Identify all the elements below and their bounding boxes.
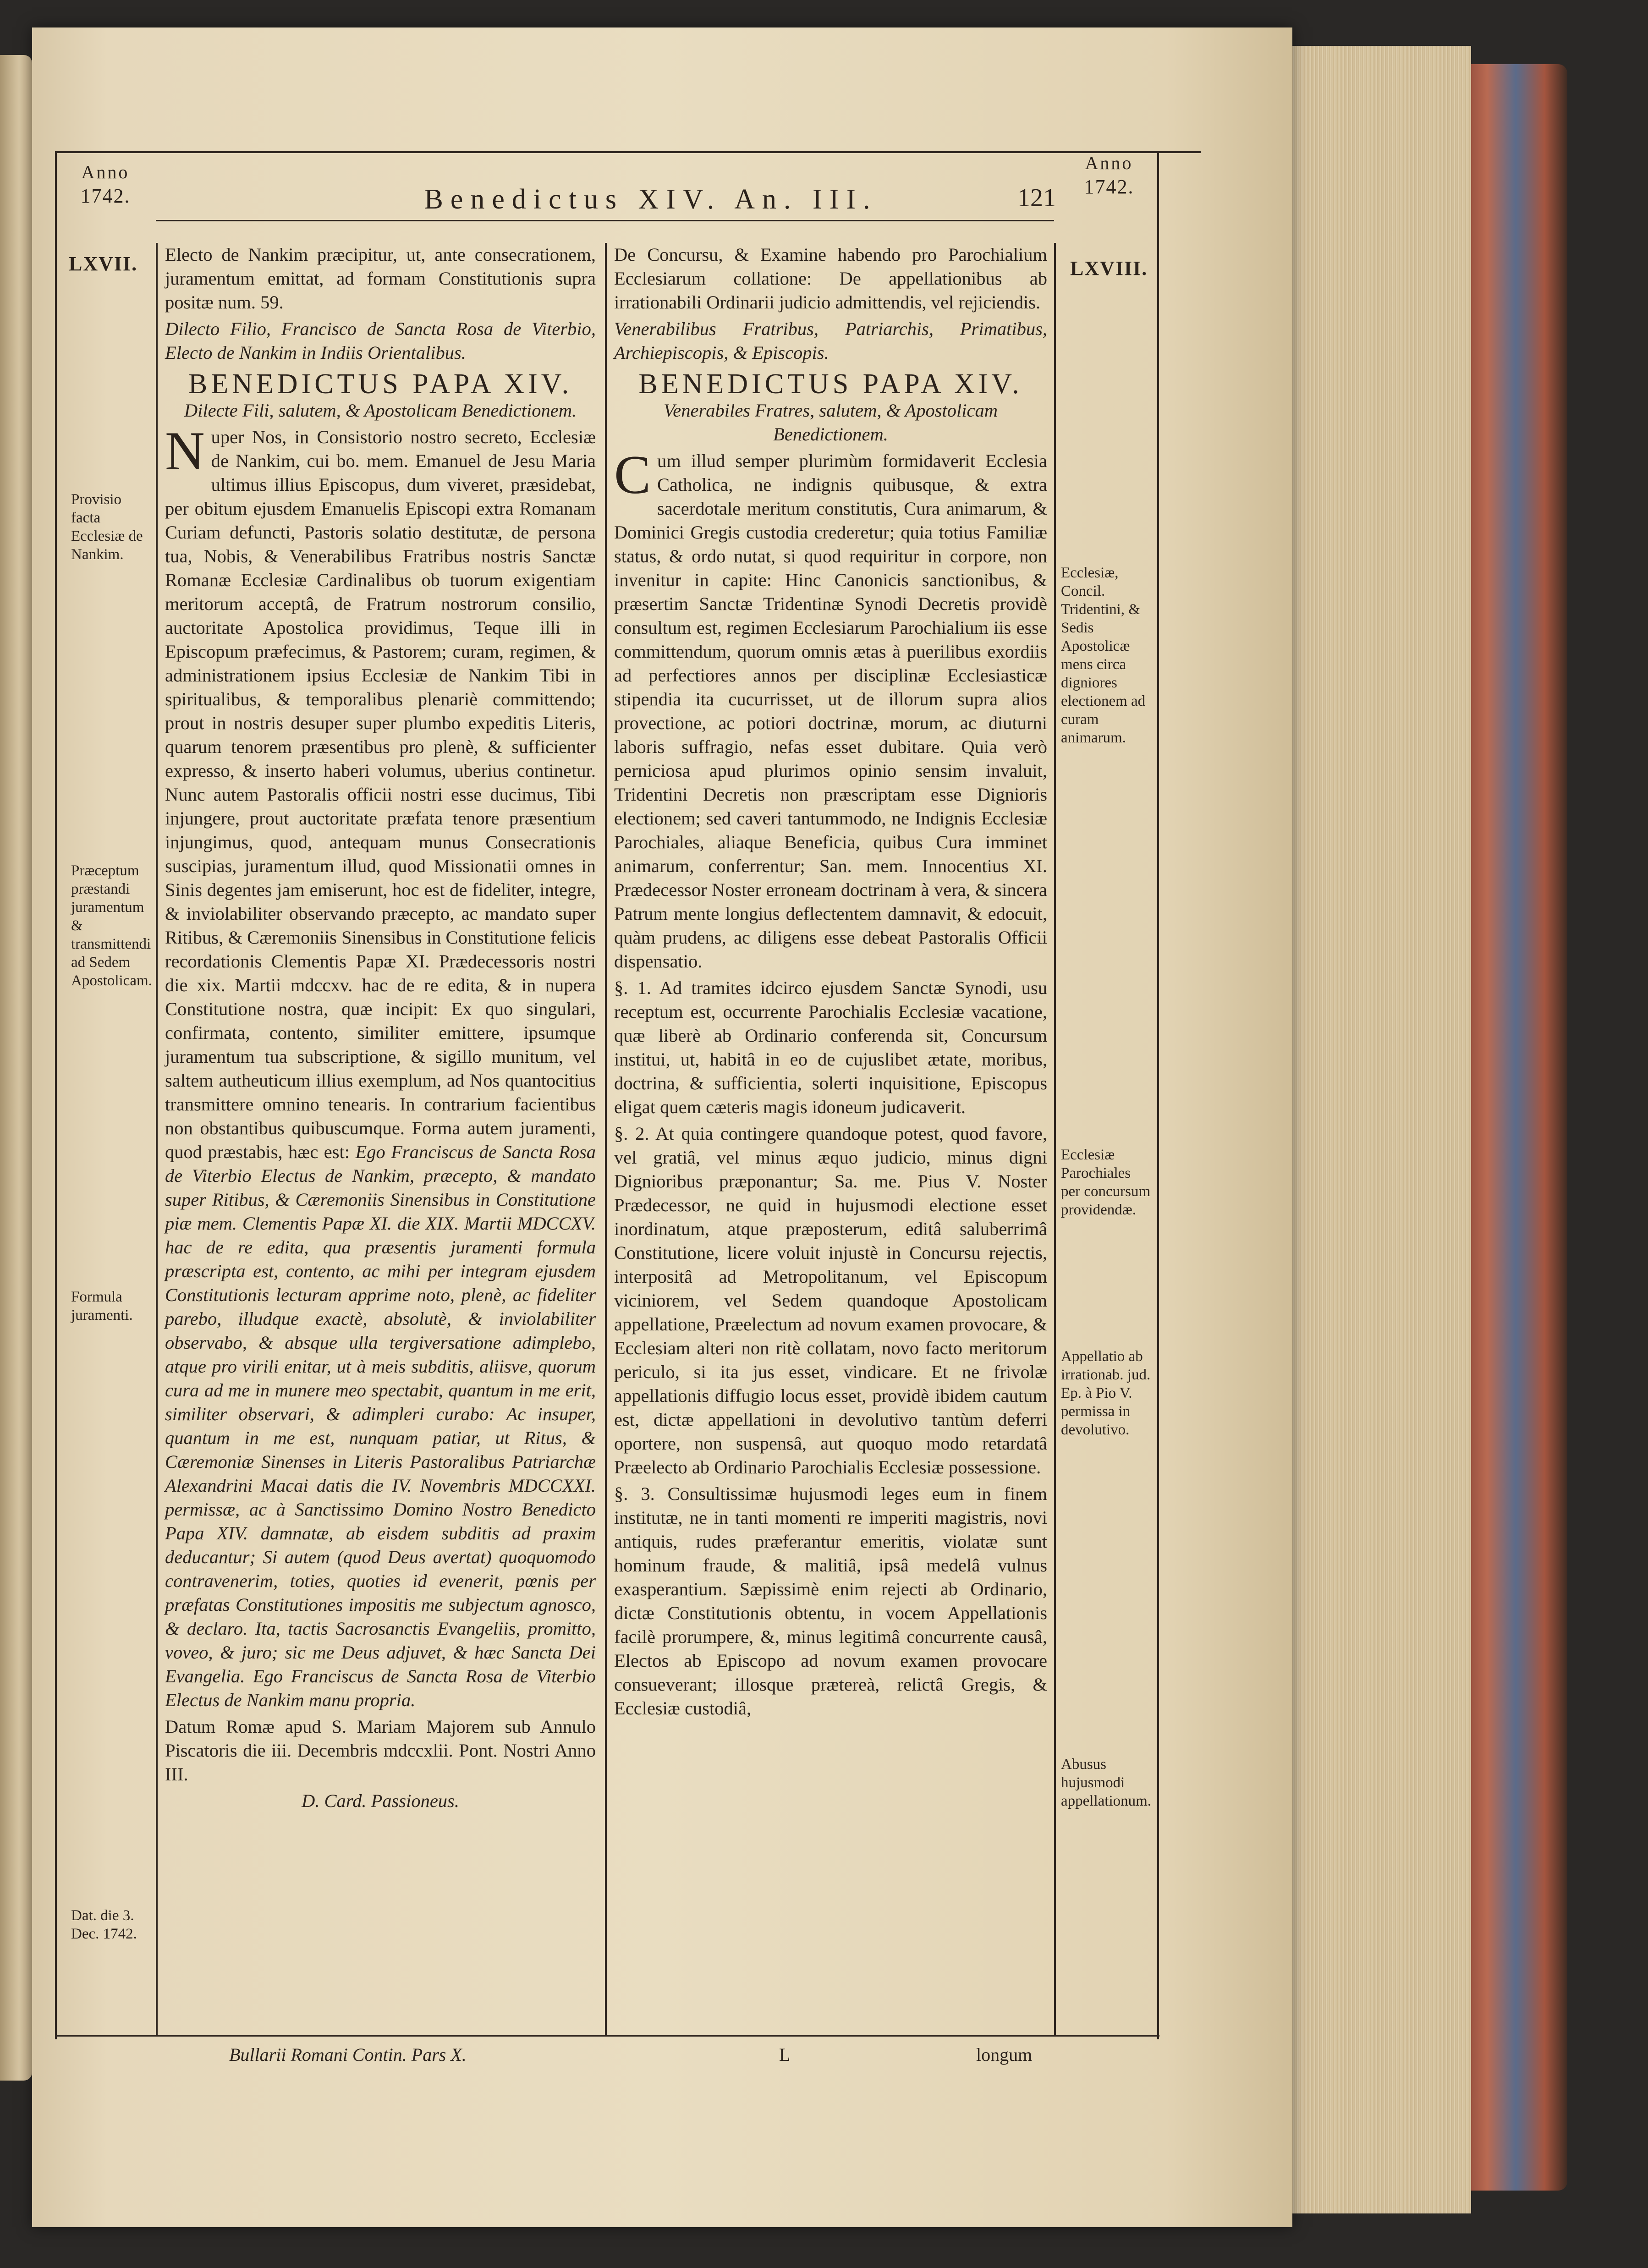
left-drop-cap: N (165, 420, 205, 481)
left-margin-rule (156, 243, 158, 2035)
left-address: Dilecto Filio, Francisco de Sancta Rosa de Viterbio, Electo de Nankim in Indiis Orientalibus. (165, 319, 596, 363)
right-text-column (614, 243, 1047, 1723)
header-rule (55, 151, 1201, 153)
signature-mark: L (779, 2044, 791, 2065)
right-pope-heading: BENEDICTUS PAPA XIV. (638, 368, 1023, 400)
signature-line: Bullarii Romani Contin. Pars X. (229, 2044, 467, 2065)
right-margin-note-3: Appellatio ab irrationab. jud. Ep. à Pio V. permissa in devolutivo. (1061, 1348, 1151, 1438)
left-margin-note-1: Provisio facta Ecclesiæ de Nankim. (71, 491, 143, 563)
frame-left-rule (55, 151, 57, 2039)
right-summary: De Concursu, & Examine habendo pro Parochialium Ecclesiarum collatione: De appellationibus ab irrationabili Ordinarii judicio admittendis, vel rejiciendis. (614, 244, 1047, 313)
right-address: Venerabilibus Fratribus, Patriarchis, Primatibus, Archiepiscopis, & Episcopis. (614, 319, 1047, 363)
right-salutation: Venerabiles Fratres, salutem, & Apostolicam Benedictionem. (664, 400, 998, 445)
anno-left: Anno 1742. (80, 162, 131, 207)
left-para-1: uper Nos, in Consistorio nostro secreto, Ecclesiæ de Nankim, cui bo. mem. Emanuel de Jesu Maria ultimus illius Episcopus, dum viveret, præsidebat, per obitum ejusdem Emanuelis Episcopi extra Romanam Curiam defuncti, Pastoris solatio destitutæ, de persona tua, Nobis, & Venerabilibus Fratribus nostris Sanctæ Romanæ Ecclesiæ Cardinalibus ob tuorum exigentiam meritorum acceptâ, de Fratrum nostrorum consilio, auctoritate Apostolica providimus, Teque illi in Episcopum præfecimus, & Pastorem; curam, regimen, & administrationem ipsius Ecclesiæ de Nankim Tibi in spiritualibus, & temporalibus plenariè committendo; prout in nostris desuper super plumbo expeditis Literis, quarum tenorem præsentibus pro plenè, & sufficienter expresso, & inserto haberi volumus, uberius continetur. Nunc autem Pastoralis officii nostri esse ducimus, Tibi injungere, prout auctoritate præfata tenore præsentium injungimus, quod, antequam munus Consecrationis suscipias, juramentum illud, quod Missionatii omnes in Sinis degentes jam emiserunt, hoc est de fideliter, integre, & inviolabiliter observando præcepto, ac mandato super Ritibus, & Cæremoniis Sinensibus in Constitutione felicis recordationis Clementis Papæ XI. Prædecessoris nostri die xix. Martii mdccxv. hac de re edita, & in nupera Constitutione nostra, quæ incipit: Ex quo singulari, confirmata, contento, similiter emittere, ipsumque juramentum tua subscriptione, & sigillo munitum, vel saltem autheuticum illius exemplum, ad Nos quantocitius transmittere omnino tenearis. In contrarium facientibus non obstantibus quibuscumque. Forma autem juramenti, quod præstabis, hæc est: (165, 427, 596, 1162)
previous-page-edge (0, 55, 32, 2081)
right-body-paragraph (614, 444, 1047, 973)
left-margin-note-2: Præceptum præstandi juramentum & transmittendi ad Sedem Apostolicam. (71, 862, 152, 989)
left-constitution-number: LXVII. (69, 253, 138, 275)
page-number: 121 (1017, 184, 1056, 212)
catchword: longum (976, 2044, 1033, 2065)
right-margin-note-1: Ecclesiæ, Concil. Tridentini, & Sedis Apostolicæ mens circa digniores electionem ad curam animarum. (1061, 565, 1146, 746)
right-margin-note-4: Abusus hujusmodi appellationum. (1061, 1756, 1152, 1809)
left-pope-heading: BENEDICTUS PAPA XIV. (188, 368, 573, 400)
left-summary: Electo de Nankim præcipitur, ut, ante consecrationem, juramentum emittat, ad formam Constitutionis supra positæ num. 59. (165, 244, 596, 313)
book-page-edges (1279, 46, 1471, 2213)
right-para-1: um illud semper plurimùm formidaverit Ecclesia Catholica, ne indignis quibusque, & extra sacerdotale meritum constitutis, Cura animarum, & Dominici Gregis custodia crederetur; quia totius Familiæ status, & ordo nutat, si quod requiritur in corpore, non invenitur in capite: Hinc Canonicis sanctionibus, & præsertim Sanctæ Tridentinæ Synodi Decretis providè consultum est, regimen Ecclesiarum Parochialium iis esse committendum, quorum omnis ætas à puerilibus exordiis ad perfectiores annos per disciplinæ Ecclesiasticæ stipendia ita cucurrisset, ut de illorum supra alios provectione, ac potiori doctrinæ, morum, ac diuturni laboris suffragio, nefas esset dubitare. Quia verò perniciosa apud plurimos opinio sensim invaluit, Tridentini Decretis non præscriptam esse Dignioris electionem; sed caveri tantummodo, ne Indignis Ecclesiæ Parochiales, aliaque Beneficia, quibus Cura imminet animarum, conferrentur; San. mem. Innocentius XI. Prædecessor Noster erroneam doctrinam à vera, & sincera Patrum mente longius deflectentem damnavit, & edocuit, quàm prudens, ac diligens esse debeat Pastoralis Officii dispensatio. (614, 450, 1047, 972)
left-margin-note-3: Formula juramenti. (71, 1289, 133, 1323)
right-constitution-number: LXVIII. (1070, 257, 1148, 280)
top-text-rule (156, 220, 1054, 221)
left-oath-text: Ego Franciscus de Sancta Rosa de Viterbio Electus de Nankim, præcepto, & mandato super Ritibus, & Cæremoniis Sinensibus in Constitutione piæ mem. Clementis Papæ XI. die XIX. Martii MDCCXV. hac de re edita, qua præsentis juramenti formula præscripta est, contento, ac mihi per integram ejusdem Constitutionis lecturam apprime noto, plenè, ac fideliter parebo, illudque exactè, absolutè, & inviolabiliter observabo, & absque ulla tergiversatione adimplebo, atque pro virili enitar, ut à meis subditis, aliisve, quorum cura ad me in munere meo spectabit, quantum in me erit, similiter observari, & adimpleri curabo: Ac insuper, quantum in me est, nunquam patiar, ut Ritus, & Cæremoniæ Sinenses in Literis Pastoralibus Patriarchæ Alexandrini Macai datis die IV. Novembris MDCCXXI. permissæ, ac à Sanctissimo Domino Nostro Benedicto Papa XIV. damnatæ, ab eisdem subditis ad praxim deducantur; Si autem (quod Deus avertat) quoquomodo contravenerim, toties, quoties id evenerit, pœnis per præfatas Constitutiones impositis me subjectum agnosco, & declaro. Ita, tactis Sacrosanctis Evangeliis, promitto, voveo, & juro; sic me Deus adjuvet, & hæc Sancta Dei Evangelia. Ego Franciscus de Sancta Rosa de Viterbio Electus de Nankim manu propria. (165, 1142, 596, 1710)
column-divider-rule (605, 243, 607, 2035)
anno-right: Anno 1742. (1084, 153, 1134, 198)
right-drop-cap: C (614, 444, 651, 505)
left-margin-note-4: Dat. die 3. Dec. 1742. (71, 1907, 137, 1942)
book-page (32, 27, 1292, 2227)
left-datum: Datum Romæ apud S. Mariam Majorem sub Annulo Piscatoris die iii. Decembris mdccxlii. Pont. Nostri Anno III. (165, 1716, 596, 1785)
right-para-2: §. 1. Ad tramites idcirco ejusdem Sanctæ Synodi, usu receptum est, occurrente Parochialis Ecclesiæ vacatione, quæ liberè ab Ordinario conferenda sit, Concursum institui, ut, habitâ in eo de cujuslibet ætate, moribus, doctrina, & sufficientia, solerti inquisitione, Episcopus eligat quem cæteris magis idoneum judicaverit. (614, 977, 1047, 1117)
left-signature: D. Card. Passioneus. (302, 1790, 459, 1811)
left-salutation: Dilecte Fili, salutem, & Apostolicam Benedictionem. (184, 400, 577, 421)
frame-bottom-rule (55, 2035, 1159, 2037)
running-title: Benedictus XIV. An. III. (424, 184, 878, 215)
left-text-column (165, 243, 596, 1816)
right-margin-rule (1054, 243, 1056, 2035)
right-para-3: §. 2. At quia contingere quandoque potest, quod favore, vel gratiâ, vel minus æquo judicio, minus digni Dignioribus præponantur; Sa. me. Pius V. Noster Prædecessor, ne quid in hujusmodi electione esset inordinatum, atque præposterum, editâ saluberrimâ Constitutione, licere voluit injustè in Concursu rejectis, interpositâ ad Metropolitanum, vel Episcopum viciniorem, vel Sedem quandoque Apostolicam appellatione, Præelectum ad novum examen provocare, & Ecclesiam alteri non ritè collatam, novo facto meritorum periculo, si ita jus esset, vindicare. Et ne frivolæ appellationis diffugio locus esset, providè ibidem cautum est, dictæ appellationi in devolutivo tantùm deferri oportere, non suspensâ, aut quoquo modo retardatâ Præelecto ab Ordinario Parochialis Ecclesiæ possessione. (614, 1123, 1047, 1477)
right-para-4: §. 3. Consultissimæ hujusmodi leges eum in finem institutæ, ne in tanti momenti re imperiti magistris, novi antiquis, rudes præferantur emeritis, violatæ sunt hominum fraude, & malitiâ, ipsâ medelâ vulnus exasperantium. Sæpissimè enim rejecti ab Ordinario, dictæ Constitutionis obtentu, in vocem Appellationis facilè prorumpere, &, minus legitimâ concurrente causâ, Electos ab Episcopo ad novum examen provocare consueverant; illosque prætereà, relictâ Gregis, & Ecclesiæ custodiâ, (614, 1483, 1047, 1719)
frame-right-rule (1157, 151, 1159, 2039)
left-body-paragraph (165, 420, 596, 1712)
right-margin-note-2: Ecclesiæ Parochiales per concursum providendæ. (1061, 1147, 1151, 1218)
